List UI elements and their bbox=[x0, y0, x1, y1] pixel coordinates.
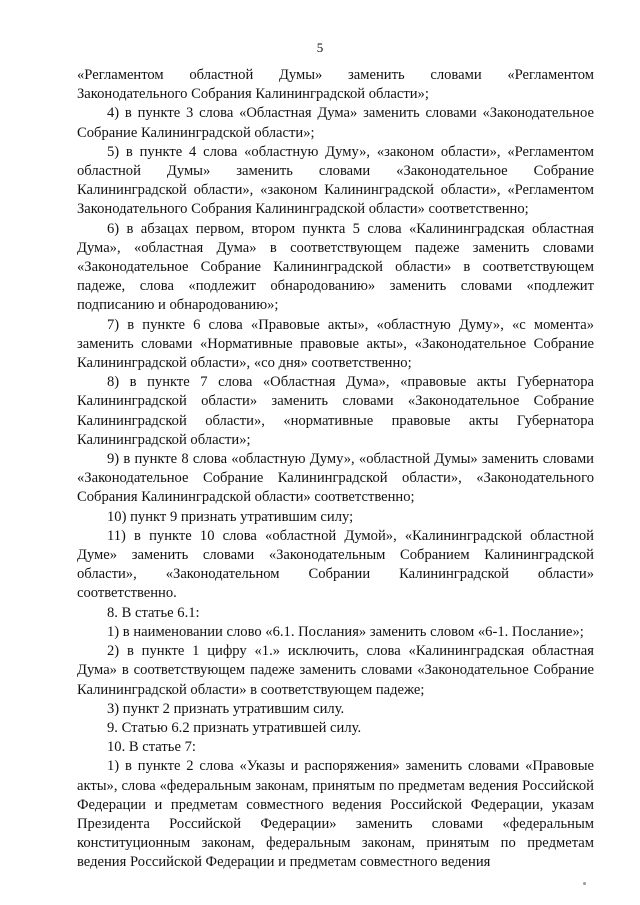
paragraph-article-6-1-item-1: 1) в наименовании слово «6.1. Послания» заменить словом «6-1. Послание»; bbox=[107, 623, 584, 640]
paragraph-article-6-1-item-3: 3) пункт 2 признать утратившим силу. bbox=[107, 700, 345, 717]
paragraph-item-7: 7) в пункте 6 слова «Правовые акты», «областную Думу», «с момента» заменить словами «Нормативные правовые акты», «Законодательное Собрание Калининградской области», «со дня» соответственно; bbox=[77, 316, 594, 372]
paragraph-item-11: 11) в пункте 10 слова «областной Думой», «Калининградской областной Думе» заменить словами «Законодательным Собранием Калининградской области», «Законодательном Собрании Калининградской области» соответственно. bbox=[77, 527, 594, 602]
section-heading-article-6-1: 8. В статье 6.1: bbox=[107, 604, 200, 621]
paragraph-item-8: 8) в пункте 7 слова «Областная Дума», «правовые акты Губернатора Калининградской области» заменить словами «Законодательное Собрание Калининградской области», «нормативные правовые акты Губернатора Калининградской области»; bbox=[77, 374, 594, 448]
section-item-9: 9. Статью 6.2 признать утратившей силу. bbox=[107, 719, 362, 736]
paragraph-item-4: 4) в пункте 3 слова «Областная Дума» заменить словами «Законодательное Собрание Калининградской области»; bbox=[77, 105, 594, 141]
paragraph-item-6: 6) в абзацах первом, втором пункта 5 слова «Калининградская областная Дума», «областная Дума» в соответствующем падеже заменить словами «Законодательное Собрание Калининградской области» в соответствующем падеже, слова «подлежит обнародованию» заменить словами «подлежит подписанию и обнародованию»; bbox=[77, 220, 594, 314]
paragraph-continuation: «Регламентом областной Думы» заменить словами «Регламентом Законодательного Собрания Калининградской области»; bbox=[77, 67, 594, 103]
scan-artifact-dot bbox=[583, 882, 586, 885]
paragraph-item-10: 10) пункт 9 признать утратившим силу; bbox=[107, 508, 354, 525]
paragraph-item-5: 5) в пункте 4 слова «областную Думу», «законом области», «Регламентом областной Думы» заменить словами «Законодательное Собрание Калининградской области», «законом Калининградской области», «Регламентом Законодательного Собрания Калининградской области» соответственно; bbox=[77, 143, 594, 218]
section-heading-article-7: 10. В статье 7: bbox=[107, 739, 196, 756]
paragraph-article-6-1-item-2: 2) в пункте 1 цифру «1.» исключить, слова «Калининградская областная Дума» в соответствующем падеже заменить словами «Законодательное Собрание Калининградской области» в соответствующем падеже; bbox=[77, 643, 594, 698]
page-number: 5 bbox=[316, 40, 324, 55]
paragraph-article-7-item-1: 1) в пункте 2 слова «Указы и распоряжения» заменить словами «Правовые акты», слова «федеральным законам, принятым по предметам ведения Российской Федерации и предметам совместного ведения Российской Федерации, указам Президента Российской Федерации» заменить словами «федеральным конституционным законам, федеральным законам, принятым по предметам ведения Российской Федерации и предметам совместного ведения bbox=[77, 758, 594, 871]
document-body bbox=[77, 66, 594, 873]
paragraph-item-9: 9) в пункте 8 слова «областную Думу», «областной Думы» заменить словами «Законодательное Собрание Калининградской области», «Законодательного Собрания Калининградской области» соответственно; bbox=[77, 451, 594, 506]
